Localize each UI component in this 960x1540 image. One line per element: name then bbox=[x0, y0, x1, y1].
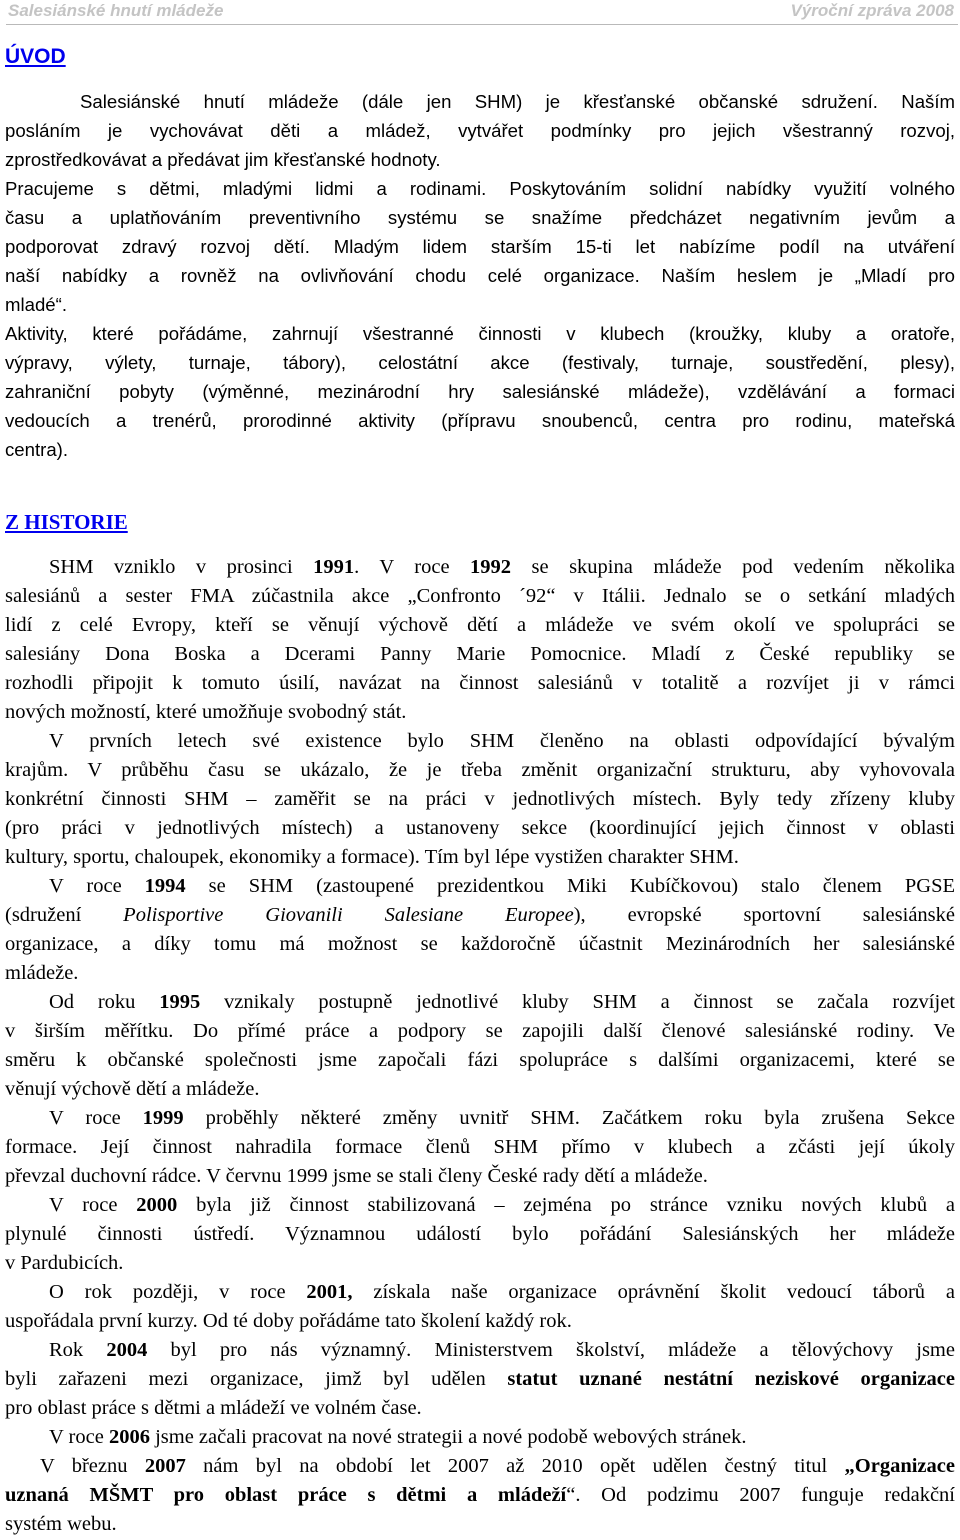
historie-line: (pro práci v jednotlivých místech) a ustanoveny sekce (koordinující jejich činnost v oblasti bbox=[5, 817, 955, 839]
historie-line: uspořádala první kurzy. Od té doby pořádáme tato školení každý rok. bbox=[5, 1310, 572, 1332]
historie-line: Od roku 1995 vznikaly postupně jednotlivé kluby SHM a činnost se začala rozvíjet bbox=[49, 991, 955, 1013]
historie-line: převzal duchovní rádce. V červnu 1999 jsme se stali členy České rady dětí a mládeže. bbox=[5, 1165, 708, 1187]
uvod-line: podporovat zdravý rozvoj dětí. Mladým lidem starším 15-ti let nabízíme podíl na utváření bbox=[5, 236, 955, 257]
historie-line: O rok později, v roce 2001, získala naše organizace oprávnění školit vedoucí táborů a bbox=[49, 1281, 956, 1303]
uvod-line: Pracujeme s dětmi, mladými lidmi a rodinami. Poskytováním solidní nabídky využití volného bbox=[5, 178, 955, 199]
uvod-line: zahraniční pobyty (výměnné, mezinárodní hry salesiánské mládeže), vzdělávání a formaci bbox=[5, 381, 955, 402]
historie-line: V prvních letech své existence bylo SHM členěno na oblasti odpovídající bývalým bbox=[49, 730, 955, 752]
historie-line: organizace, a díky tomu má možnost se každoročně účastnit Mezinárodních her salesiánské bbox=[5, 933, 955, 955]
historie-line: Rok 2004 byl pro nás významný. Ministerstvem školství, mládeže a tělovýchovy jsme bbox=[49, 1339, 955, 1361]
historie-line: v Pardubicích. bbox=[5, 1252, 124, 1274]
historie-line: V roce 2000 byla již činnost stabilizovaná – zejména po stránce vzniku nových klubů a bbox=[49, 1194, 955, 1216]
uvod-line: Aktivity, které pořádáme, zahrnují všestranné činnosti v klubech (kroužky, kluby a oratoře, bbox=[5, 323, 955, 344]
historie-line: rozhodli připojit k tomuto úsilí, navázat na činnost salesiánů v totalitě a rozvíjet ji v rámci bbox=[5, 672, 955, 694]
historie-line: V roce 2006 jsme začali pracovat na nové strategii a nové podobě webových stránek. bbox=[49, 1426, 747, 1448]
historie-line: uznaná MŠMT pro oblast práce s dětmi a mládeží“. Od podzimu 2007 funguje redakční bbox=[5, 1484, 955, 1506]
section-title-historie: Z HISTORIE bbox=[5, 510, 128, 534]
uvod-line: centra). bbox=[5, 439, 69, 460]
historie-line: salesiány Dona Boska a Dcerami Panny Marie Pomocnice. Mladí z České republiky se bbox=[5, 643, 955, 665]
historie-line: pro oblast práce s dětmi a mládeží ve volném čase. bbox=[5, 1397, 422, 1419]
section-title-uvod: ÚVOD bbox=[5, 45, 66, 68]
historie-line: SHM vzniklo v prosinci 1991. V roce 1992 se skupina mládeže pod vedením několika bbox=[49, 556, 955, 578]
historie-line: věnují výchově dětí a mládeže. bbox=[5, 1078, 260, 1100]
historie-line: formace. Její činnost nahradila formace členů SHM přímo v klubech a zčásti její úkoly bbox=[5, 1136, 955, 1158]
uvod-line: mladé“. bbox=[5, 294, 68, 315]
uvod-line: času a uplatňováním preventivního systému se snažíme předcházet negativním jevům a bbox=[5, 207, 955, 228]
historie-line: směru k občanské společnosti jsme započali fázi spolupráce s dalšími organizacemi, které se bbox=[5, 1049, 955, 1071]
uvod-line: posláním je vychovávat děti a mládež, vytvářet podmínky pro jejich všestranný rozvoj, bbox=[5, 120, 955, 141]
header-report-title: Výroční zpráva 2008 bbox=[790, 1, 954, 20]
uvod-line: výpravy, výlety, turnaje, tábory), celostátní akce (festivaly, turnaje, soustředění, plesy), bbox=[5, 352, 955, 373]
historie-line: v širším měřítku. Do přímé práce a podpory se zapojili další členové salesiánské rodiny. Ve bbox=[5, 1020, 955, 1042]
uvod-line: zprostředkovávat a předávat jim křesťanské hodnoty. bbox=[5, 149, 441, 170]
historie-line: V březnu 2007 nám byl na období let 2007 až 2010 opět udělen čestný titul „Organizace bbox=[40, 1455, 955, 1477]
uvod-line: vedoucích a trenérů, prorodinné aktivity (přípravu snoubenců, centra pro rodinu, mateřská bbox=[5, 410, 955, 431]
historie-line: byli zařazeni mezi organizace, jimž byl udělen statut uznané nestátní neziskové organizace bbox=[5, 1368, 955, 1390]
page-header bbox=[6, 0, 958, 25]
historie-line: mládeže. bbox=[5, 962, 79, 984]
historie-line: plynulé činnosti ústředí. Významnou událostí bylo pořádání Salesiánských her mládeže bbox=[5, 1223, 955, 1245]
historie-line: kultury, sportu, chaloupek, ekonomiky a formace). Tím byl lépe vystižen charakter SHM. bbox=[5, 846, 739, 868]
historie-line: krajům. V průběhu času se ukázalo, že je třeba změnit organizační strukturu, aby vyhovovala bbox=[5, 759, 955, 781]
historie-line: V roce 1994 se SHM (zastoupené prezidentkou Miki Kubíčkovou) stalo členem PGSE bbox=[49, 875, 955, 897]
historie-line: (sdružení Polisportive Giovanili Salesiane Europee), evropské sportovní salesiánské bbox=[5, 904, 956, 926]
historie-line: systém webu. bbox=[5, 1513, 117, 1535]
historie-line: lidí z celé Evropy, kteří se věnují výchově dětí a mládeže ve svém okolí ve spolupráci se bbox=[5, 614, 955, 636]
historie-line: salesiánů a sester FMA zúčastnila akce „Confronto ´92“ v Itálii. Jednalo se o setkání mladých bbox=[5, 585, 955, 607]
historie-line: V roce 1999 proběhly některé změny uvnitř SHM. Začátkem roku byla zrušena Sekce bbox=[49, 1107, 955, 1129]
uvod-line: Salesiánské hnutí mládeže (dále jen SHM) je křesťanské občanské sdružení. Naším bbox=[80, 91, 955, 112]
historie-line: konkrétní činnosti SHM – zaměřit se na práci v jednotlivých místech. Byly tedy zřízeny kluby bbox=[5, 788, 955, 810]
uvod-line: naší nabídky a rovněž na ovlivňování chodu celé organizace. Naším heslem je „Mladí pro bbox=[5, 265, 955, 286]
header-org-name: Salesiánské hnutí mládeže bbox=[8, 1, 224, 20]
historie-line: nových možností, které umožňuje svobodný stát. bbox=[5, 701, 407, 723]
